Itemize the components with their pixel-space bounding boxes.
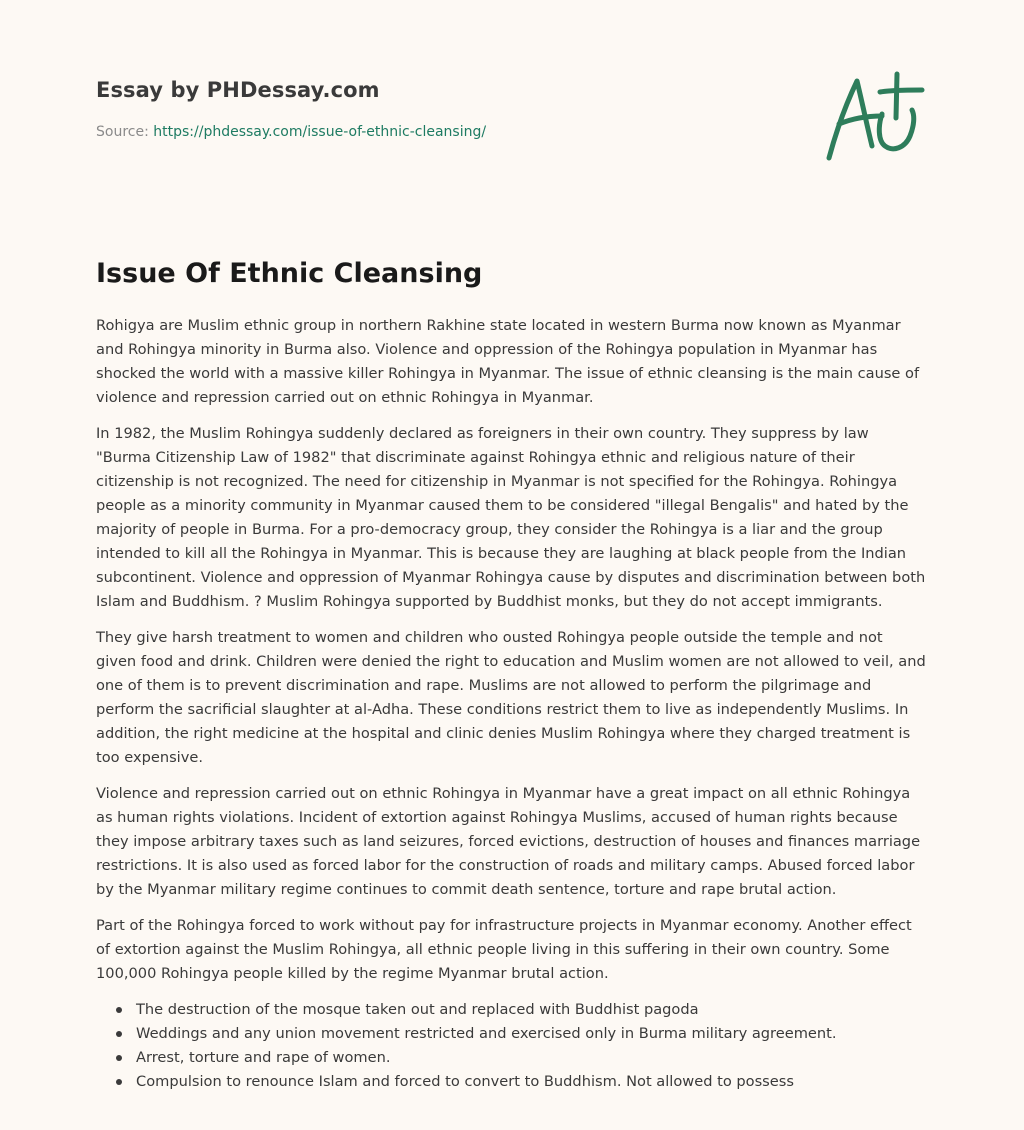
a-plus-grade-icon (820, 66, 930, 166)
paragraph: They give harsh treatment to women and children who ousted Rohingya people outside the temple and not given food and drink. Children were denied the right to education and Muslim women are not allowed to veil, and one of them is to prevent discrimination and rape. Muslims are not allowed to perform the pilgrimage and perform the sacrificial slaughter at al-Adha. These conditions restrict them to live as independently Muslims. In addition, the right medicine at the hospital and clinic denies Muslim Rohingya where they charged treatment is too expensive. (96, 629, 926, 766)
paragraph: Rohigya are Muslim ethnic group in northern Rakhine state located in western Burma now known as Myanmar and Rohingya minority in Burma also. Violence and oppression of the Rohingya population in Myanmar has shocked the world with a massive killer Rohingya in Myanmar. The issue of ethnic cleansing is the main cause of violence and repression carried out on ethnic Rohingya in Myanmar. (96, 317, 920, 406)
source-link[interactable]: https://phdessay.com/issue-of-ethnic-cleansing/ (153, 124, 487, 140)
bullet-list (96, 998, 926, 1094)
paragraph: Violence and repression carried out on ethnic Rohingya in Myanmar have a great impact on all ethnic Rohingya as human rights violations. Incident of extortion against Rohingya Muslims, accused of human rights because they impose arbitrary taxes such as land seizures, forced evictions, destruction of houses and finances marriage restrictions. It is also used as forced labor for the construction of roads and military camps. Abused forced labor by the Myanmar military regime continues to commit death sentence, torture and rape brutal action. (96, 785, 921, 898)
list-item: Compulsion to renounce Islam and forced to convert to Buddhism. Not allowed to possess (136, 1070, 926, 1094)
list-item: Arrest, torture and rape of women. (136, 1046, 926, 1070)
source-line (96, 122, 928, 142)
brand-title: Essay by PHDessay.com (96, 78, 380, 102)
list-item: The destruction of the mosque taken out and replaced with Buddhist pagoda (136, 998, 926, 1022)
source-label: Source: (96, 124, 149, 140)
list-item: Weddings and any union movement restricted and exercised only in Burma military agreement. (136, 1022, 926, 1046)
essay-body (96, 314, 926, 1094)
paragraph: In 1982, the Muslim Rohingya suddenly declared as foreigners in their own country. They suppress by law "Burma Citizenship Law of 1982" that discriminate against Rohingya ethnic and religious nature of their citizenship is not recognized. The need for citizenship in Myanmar is not specified for the Rohingya. Rohingya people as a minority community in Myanmar caused them to be considered "illegal Bengalis" and hated by the majority of people in Burma. For a pro-democracy group, they consider the Rohingya is a liar and the group intended to kill all the Rohingya in Myanmar. This is because they are laughing at black people from the Indian subcontinent. Violence and oppression of Myanmar Rohingya cause by disputes and discrimination between both Islam and Buddhism. ? Muslim Rohingya supported by Buddhist monks, but they do not accept immigrants. (96, 425, 926, 610)
document-header (96, 74, 928, 142)
paragraph: Part of the Rohingya forced to work without pay for infrastructure projects in Myanmar economy. Another effect of extortion against the Muslim Rohingya, all ethnic people living in this suffering in their own country. Some 100,000 Rohingya people killed by the regime Myanmar brutal action. (96, 917, 912, 982)
essay-title: Issue Of Ethnic Cleansing (96, 258, 483, 289)
